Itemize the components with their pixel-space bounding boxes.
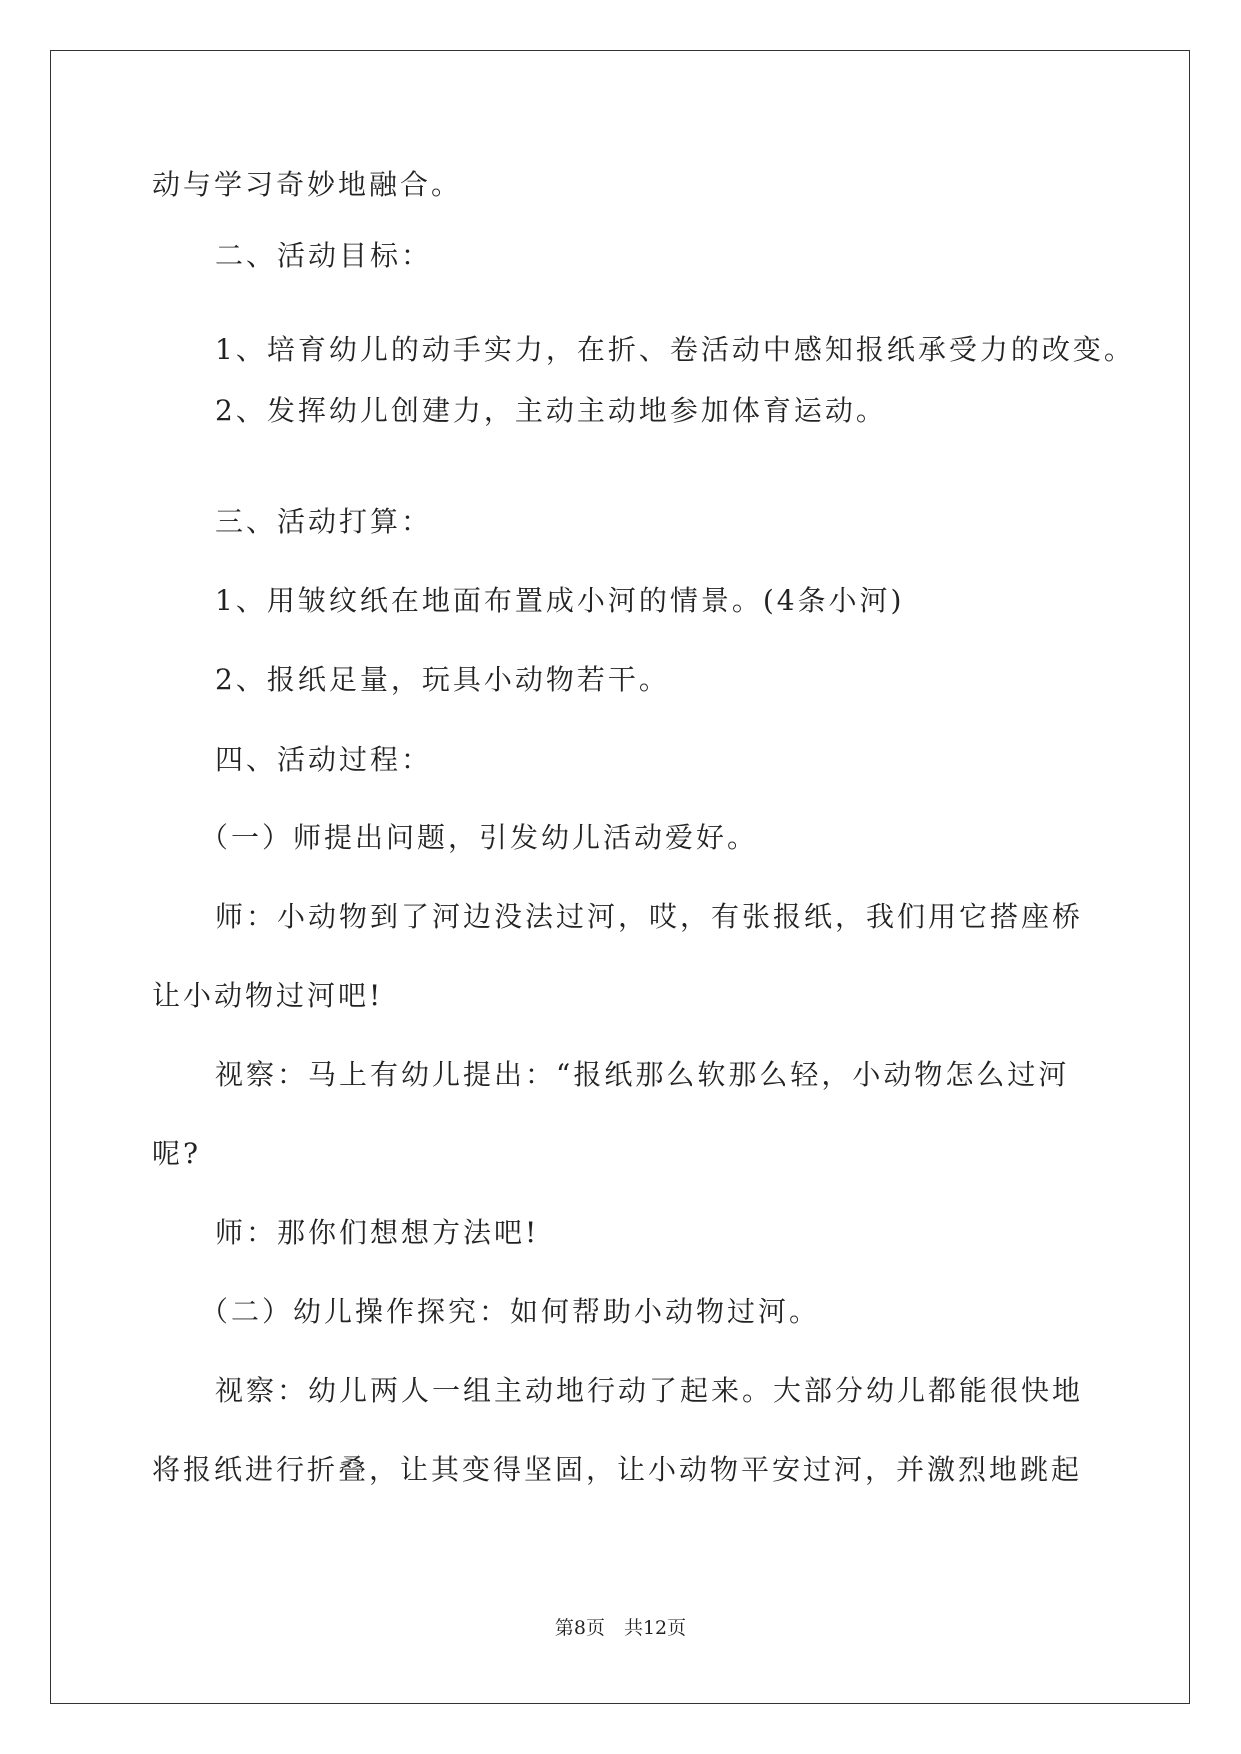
- page-number-footer: 第8页 共12页: [554, 1617, 687, 1639]
- paragraph-line: 师：那你们想想方法吧!: [215, 1216, 540, 1249]
- paragraph-line: 2、报纸足量，玩具小动物若干。: [215, 663, 670, 696]
- paragraph-line: （一）师提出问题，引发幼儿活动爱好。: [200, 821, 759, 854]
- paragraph-line: 1、用皱纹纸在地面布置成小河的情景。(4条小河): [215, 584, 905, 617]
- section-heading: 四、活动过程：: [215, 743, 433, 776]
- paragraph-line: 视察：幼儿两人一组主动地行动了起来。大部分幼儿都能很快地: [215, 1374, 1084, 1407]
- paragraph-line: 视察：马上有幼儿提出：“报纸那么软那么轻，小动物怎么过河: [215, 1058, 1070, 1091]
- paragraph-line: 让小动物过河吧!: [152, 979, 384, 1012]
- paragraph-line: 1、培育幼儿的动手实力，在折、卷活动中感知报纸承受力的改变。: [215, 333, 1135, 366]
- paragraph-line: 2、发挥幼儿创建力，主动主动地参加体育运动。: [215, 394, 887, 427]
- paragraph-line: 将报纸进行折叠，让其变得坚固，让小动物平安过河，并激烈地跳起: [152, 1453, 1083, 1486]
- paragraph-line: 呢?: [152, 1137, 202, 1170]
- section-heading: 三、活动打算：: [215, 505, 433, 538]
- paragraph-line: （二）幼儿操作探究：如何帮助小动物过河。: [200, 1295, 821, 1328]
- section-heading: 二、活动目标：: [215, 239, 433, 272]
- paragraph-line: 动与学习奇妙地融合。: [152, 168, 463, 201]
- paragraph-line: 师：小动物到了河边没法过河，哎，有张报纸，我们用它搭座桥: [215, 900, 1084, 933]
